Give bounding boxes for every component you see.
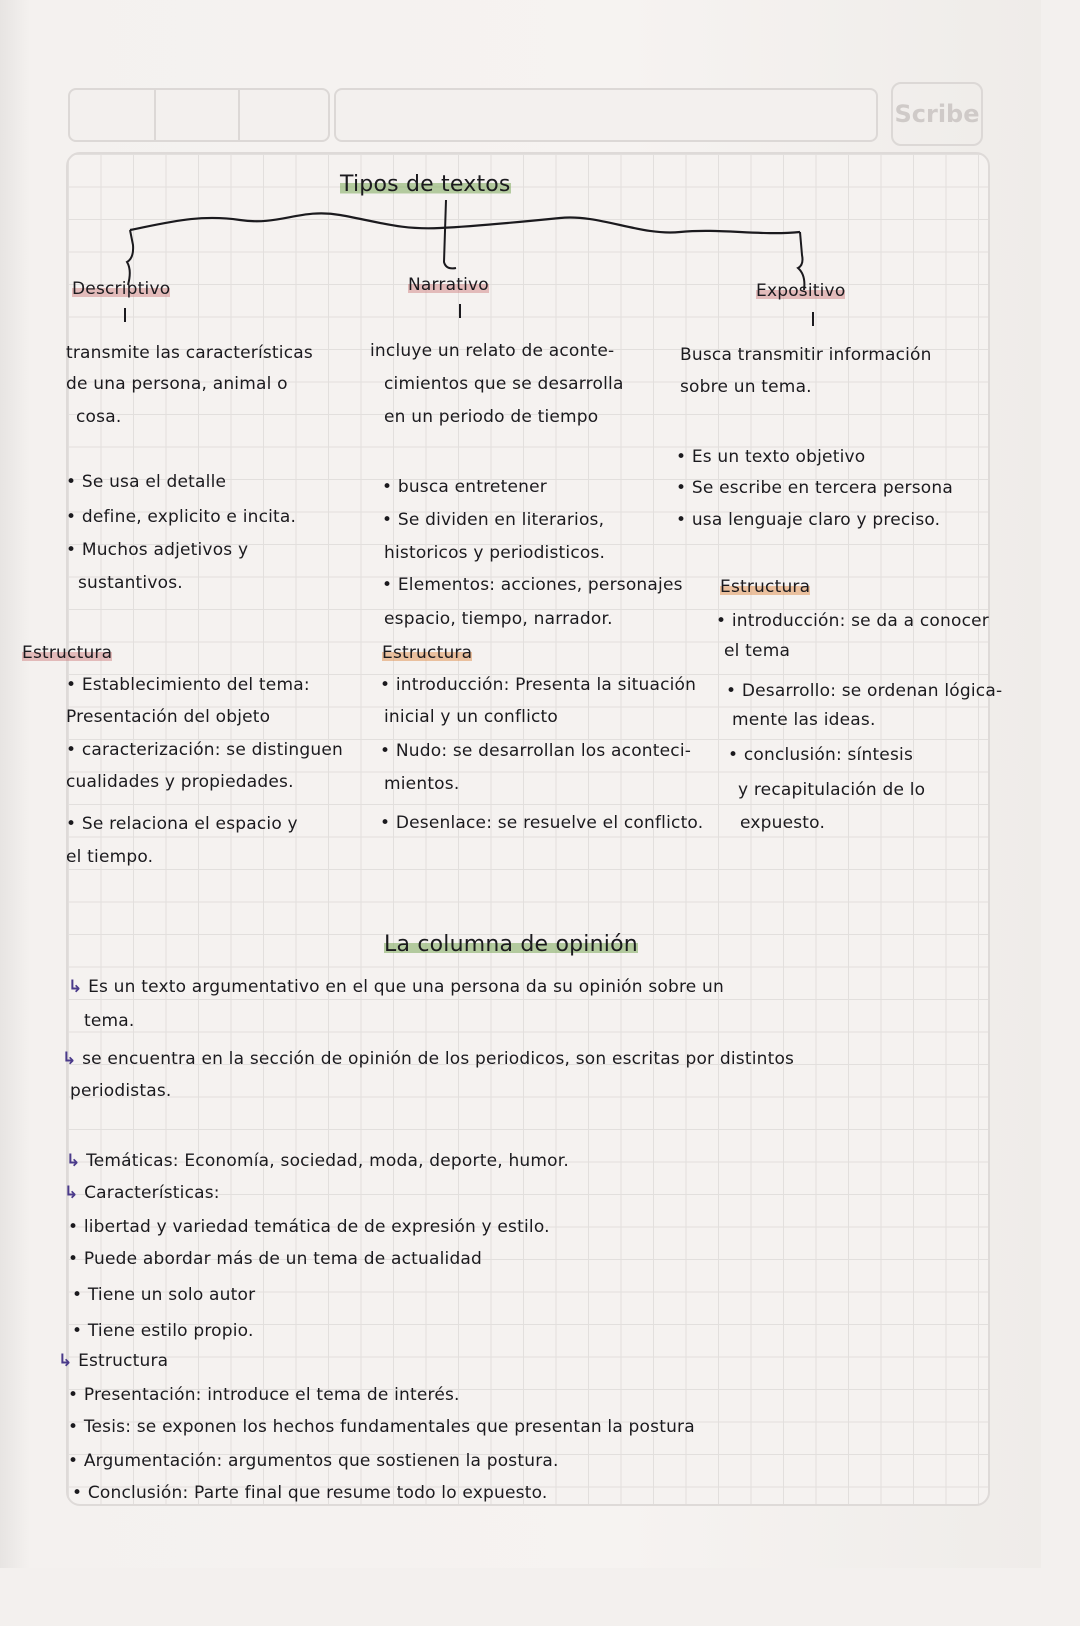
bullet-item: • define, explicito e incita. bbox=[66, 507, 297, 527]
estructura-label bbox=[720, 570, 810, 604]
label-text: Características: bbox=[84, 1183, 220, 1203]
arrow-icon: ↳ bbox=[66, 1151, 81, 1171]
bullet-item: • usa lenguaje claro y preciso. bbox=[676, 510, 941, 530]
caracteristica-item: • Puede abordar más de un tema de actualidad bbox=[68, 1249, 483, 1269]
bullet-item: sustantivos. bbox=[78, 573, 183, 593]
section-title-columna bbox=[384, 928, 638, 962]
caracteristicas-label bbox=[64, 1176, 220, 1210]
heading-descriptivo bbox=[72, 272, 170, 306]
bullet-item: • Muchos adjetivos y bbox=[66, 540, 249, 560]
label-text: Estructura bbox=[720, 577, 811, 597]
definition-line: de una persona, animal o bbox=[66, 374, 288, 394]
estructura-item: • Establecimiento del tema: bbox=[66, 675, 310, 695]
estructura-item: inicial y un conflicto bbox=[384, 707, 559, 727]
estructura-item: cualidades y propiedades. bbox=[66, 772, 294, 792]
definition-line: cimientos que se desarrolla bbox=[384, 374, 624, 394]
bullet-item: historicos y periodisticos. bbox=[384, 543, 606, 563]
estructura-item: el tiempo. bbox=[66, 847, 154, 867]
arrow-icon: ↳ bbox=[58, 1351, 73, 1371]
arrow-icon: ↳ bbox=[64, 1183, 79, 1203]
bullet-item: • Se dividen en literarios, bbox=[382, 510, 605, 530]
line-text: Es un texto argumentativo en el que una persona da su opinión sobre un bbox=[88, 977, 725, 997]
tematicas-line bbox=[66, 1144, 569, 1178]
connector-line bbox=[812, 312, 814, 326]
line-text: se encuentra en la sección de opinión de los periodicos, son escritas por distintos bbox=[82, 1049, 795, 1069]
estructura-item: • Se relaciona el espacio y bbox=[66, 814, 298, 834]
estructura-item: mente las ideas. bbox=[732, 710, 876, 730]
caracteristica-item: • Tiene un solo autor bbox=[72, 1285, 256, 1305]
estructura-item: mientos. bbox=[384, 774, 460, 794]
definition-line: Busca transmitir información bbox=[680, 345, 932, 365]
bullet-item: • busca entretener bbox=[382, 477, 547, 497]
estructura-item: • Tesis: se exponen los hechos fundamentales que presentan la postura bbox=[68, 1417, 695, 1437]
connector-line bbox=[124, 308, 126, 322]
arrow-icon: ↳ bbox=[62, 1049, 77, 1069]
estructura-item: • caracterización: se distinguen bbox=[66, 740, 343, 760]
heading-expositivo bbox=[756, 274, 845, 308]
definition-line: periodistas. bbox=[70, 1081, 172, 1101]
estructura-item: el tema bbox=[724, 641, 791, 661]
definition-line: incluye un relato de aconte- bbox=[370, 341, 615, 361]
definition-line: sobre un tema. bbox=[680, 377, 812, 397]
bullet-item: • Es un texto objetivo bbox=[676, 447, 866, 467]
definition-line: tema. bbox=[84, 1011, 135, 1031]
estructura-item: • Nudo: se desarrollan los aconteci- bbox=[380, 741, 692, 761]
line-text: Temáticas: Economía, sociedad, moda, deporte, humor. bbox=[86, 1151, 569, 1171]
bullet-item: • Se escribe en tercera persona bbox=[676, 478, 953, 498]
estructura-item: • Desarrollo: se ordenan lógica- bbox=[726, 681, 1003, 701]
definition-line: en un periodo de tiempo bbox=[384, 407, 599, 427]
definition-line bbox=[68, 970, 724, 1004]
estructura-item: • introducción: Presenta la situación bbox=[380, 675, 697, 695]
caracteristica-item: • Tiene estilo propio. bbox=[72, 1321, 254, 1341]
label-text: Estructura bbox=[382, 643, 473, 663]
arrow-icon: ↳ bbox=[68, 977, 83, 997]
heading-text: Expositivo bbox=[756, 281, 846, 301]
heading-narrativo bbox=[408, 268, 489, 302]
estructura-item: • Argumentación: argumentos que sostienen la postura. bbox=[68, 1451, 559, 1471]
definition-line: transmite las características bbox=[66, 343, 313, 363]
title-text: Tipos de textos bbox=[340, 172, 511, 197]
estructura-item: y recapitulación de lo bbox=[738, 780, 926, 800]
caracteristica-item: • libertad y variedad temática de de expresión y estilo. bbox=[68, 1217, 550, 1237]
estructura-item: • Desenlace: se resuelve el conflicto. bbox=[380, 813, 704, 833]
definition-line bbox=[62, 1042, 794, 1076]
estructura-item: • Conclusión: Parte final que resume todo lo expuesto. bbox=[72, 1483, 548, 1503]
brand-logo: Scribe bbox=[891, 82, 983, 146]
definition-line: cosa. bbox=[76, 407, 122, 427]
connector-line bbox=[459, 304, 461, 318]
label-text: Estructura bbox=[78, 1351, 169, 1371]
estructura-item: • introducción: se da a conocer bbox=[716, 611, 989, 631]
estructura-label bbox=[382, 636, 472, 670]
estructura-label bbox=[22, 636, 112, 670]
estructura-item: • conclusión: síntesis bbox=[728, 745, 914, 765]
label-text: Estructura bbox=[22, 643, 113, 663]
title-text: La columna de opinión bbox=[384, 932, 638, 957]
bullet-item: • Elementos: acciones, personajes bbox=[382, 575, 683, 595]
heading-text: Narrativo bbox=[408, 275, 489, 295]
estructura-item: • Presentación: introduce el tema de interés. bbox=[68, 1385, 460, 1405]
estructura-item: expuesto. bbox=[740, 813, 826, 833]
estructura-item: Presentación del objeto bbox=[66, 707, 271, 727]
estructura-label bbox=[58, 1344, 168, 1378]
bullet-item: • Se usa el detalle bbox=[66, 472, 227, 492]
heading-text: Descriptivo bbox=[72, 279, 171, 299]
bullet-item: espacio, tiempo, narrador. bbox=[384, 609, 613, 629]
